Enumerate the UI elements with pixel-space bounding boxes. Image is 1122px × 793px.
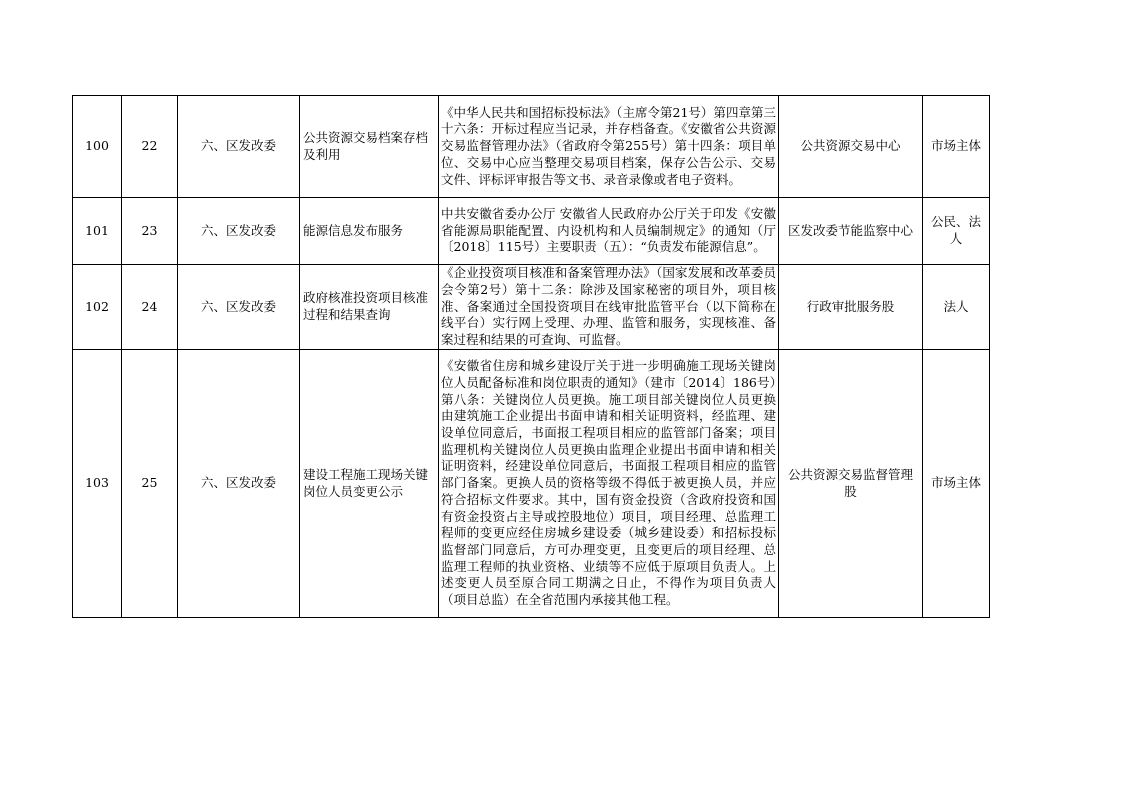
row-basis-cell: 中共安徽省委办公厅 安徽省人民政府办公厅关于印发《安徽省能源局职能配置、内设机构和人员编制规定》的通知（厅〔2018〕115号）主要职责（五）：“负责发布能源信息”。	[439, 198, 779, 265]
row-basis-cell: 《安徽省住房和城乡建设厅关于进一步明确施工现场关键岗位人员配备标准和岗位职责的通知》（建市〔2014〕186号）第八条：关键岗位人员更换。施工项目部关键岗位人员更换由建筑施工企业提出书面申请和相关证明资料，经监理、建设单位同意后，书面报工程项目相应的监管部门备案；项目监理机构关键岗位人员更换由监理企业提出书面申请和相关证明资料，经建设单位同意后，书面报工程项目相应的监管部门备案。更换人员的资格等级不得低于被更换人员，并应符合招标文件要求。其中，国有资金投资（含政府投资和国有资金投资占主导或控股地位）项目，项目经理、总监理工程师的变更应经住房城乡建设委（城乡建设委）和招标投标监督部门同意后，方可办理变更，且变更后的项目经理、总监理工程师的执业资格、业绩等不应低于原项目负责人。上述变更人员至原合同工期满之日止，不得作为项目负责人（项目总监）在全省范围内承接其他工程。	[439, 350, 779, 618]
row-sub-seq-cell: 25	[122, 350, 178, 618]
row-sub-seq-cell: 22	[122, 96, 178, 198]
table-row	[73, 265, 990, 350]
spreadsheet-page	[72, 95, 990, 618]
row-unit-cell: 公共资源交易中心	[779, 96, 923, 198]
row-seq-cell: 101	[73, 198, 122, 265]
row-unit-cell: 区发改委节能监察中心	[779, 198, 923, 265]
row-target-cell: 市场主体	[923, 96, 990, 198]
row-dept-cell: 六、区发改委	[178, 198, 300, 265]
row-sub-seq-cell: 24	[122, 265, 178, 350]
row-dept-cell: 六、区发改委	[178, 96, 300, 198]
row-unit-cell: 公共资源交易监督管理股	[779, 350, 923, 618]
row-seq-cell: 100	[73, 96, 122, 198]
row-basis-cell: 《中华人民共和国招标投标法》（主席令第21号）第四章第三十六条：开标过程应当记录，并存档备查。《安徽省公共资源交易监督管理办法》（省政府令第255号）第十四条：项目单位、交易中心应当整理交易项目档案，保存公告公示、交易文件、评标评审报告等文书、录音录像或者电子资料。	[439, 96, 779, 198]
row-item-cell: 政府核准投资项目核准过程和结果查询	[300, 265, 439, 350]
row-seq-cell: 102	[73, 265, 122, 350]
row-dept-cell: 六、区发改委	[178, 265, 300, 350]
row-item-cell: 公共资源交易档案存档及利用	[300, 96, 439, 198]
row-seq-cell: 103	[73, 350, 122, 618]
row-target-cell: 公民、法人	[923, 198, 990, 265]
table-row	[73, 350, 990, 618]
row-item-cell: 能源信息发布服务	[300, 198, 439, 265]
table-row	[73, 96, 990, 198]
service-list-table	[72, 95, 990, 618]
row-target-cell: 法人	[923, 265, 990, 350]
row-unit-cell: 行政审批服务股	[779, 265, 923, 350]
row-target-cell: 市场主体	[923, 350, 990, 618]
row-sub-seq-cell: 23	[122, 198, 178, 265]
row-item-cell: 建设工程施工现场关键岗位人员变更公示	[300, 350, 439, 618]
row-basis-cell: 《企业投资项目核准和备案管理办法》（国家发展和改革委员会令第2号）第十二条：除涉及国家秘密的项目外，项目核准、备案通过全国投资项目在线审批监管平台（以下简称在线平台）实行网上受理、办理、监管和服务，实现核准、备案过程和结果的可查询、可监督。	[439, 265, 779, 350]
row-dept-cell: 六、区发改委	[178, 350, 300, 618]
table-row	[73, 198, 990, 265]
